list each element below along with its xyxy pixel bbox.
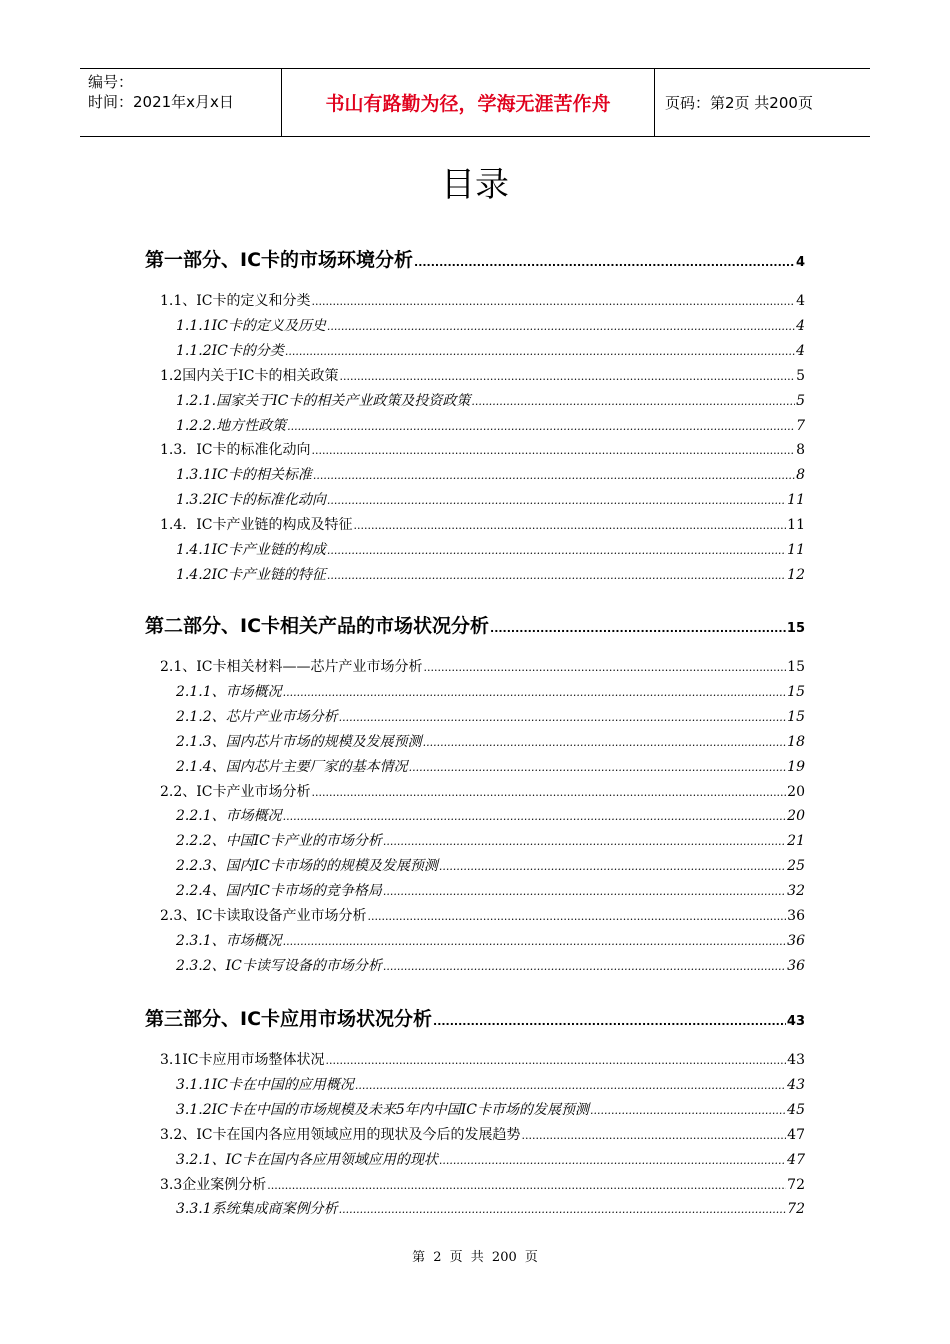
toc-entry-label: 2.2.4、国内IC卡市场的竞争格局	[176, 883, 382, 900]
toc-entry-page: 43	[787, 1052, 805, 1068]
toc-entry[interactable]	[176, 1074, 805, 1094]
toc-entry-page: 25	[787, 858, 805, 875]
toc-leader-dots	[490, 622, 786, 635]
toc-entry[interactable]	[160, 439, 805, 459]
toc-entry-page: 45	[787, 1101, 805, 1118]
toc-entry-label: 1.3．IC卡的标准化动向	[160, 442, 311, 459]
page-header	[80, 68, 870, 137]
toc-entry-label: 2.3.1、市场概况	[176, 932, 282, 949]
toc-entry-label: 3.1.1IC卡在中国的应用概况	[176, 1076, 354, 1093]
toc-entry-label: 2.3.2、IC卡读写设备的市场分析	[176, 957, 382, 974]
toc-leader-dots	[340, 370, 796, 383]
number-label: 编号：	[88, 73, 134, 91]
toc-entry-page: 36	[787, 957, 805, 974]
toc-entry-label: 1.2.2.地方性政策	[176, 417, 287, 434]
toc-entry[interactable]	[160, 781, 805, 801]
toc-entry-page: 15	[787, 708, 805, 725]
toc-entry[interactable]	[176, 1149, 805, 1169]
toc-entry-page: 20	[787, 808, 805, 825]
toc-leader-dots	[312, 444, 796, 457]
toc-entry[interactable]	[176, 880, 805, 900]
toc-entry-label: 2.3、IC卡读取设备产业市场分析	[160, 908, 367, 924]
toc-entry-page: 4	[796, 317, 805, 334]
page-footer: 第 2 页 共 200 页	[412, 1250, 538, 1265]
toc-leader-dots	[439, 1154, 786, 1167]
toc-entry-page: 21	[787, 833, 805, 850]
toc-part-entry[interactable]	[145, 245, 805, 272]
toc-entry-label: 1.4.1IC卡产业链的构成	[176, 542, 326, 558]
toc-leader-dots	[312, 786, 787, 799]
toc-entry[interactable]	[160, 1174, 805, 1194]
toc-leader-dots	[383, 835, 786, 848]
toc-leader-dots	[283, 810, 787, 823]
toc-entry[interactable]	[176, 1198, 805, 1218]
toc-entry-page: 5	[796, 367, 805, 384]
header-meta	[80, 69, 282, 136]
toc-entry[interactable]	[176, 464, 805, 484]
toc-entry-page: 36	[787, 908, 805, 924]
toc-entry-label: 3.3企业案例分析	[160, 1176, 267, 1193]
toc-entry[interactable]	[176, 564, 805, 584]
toc-entry-label: 1.1.1IC卡的定义及历史	[176, 317, 326, 334]
toc-entry-label: 1.1、IC卡的定义和分类	[160, 293, 311, 309]
toc-entry-label: 2.2、IC卡产业市场分析	[160, 783, 311, 800]
toc-entry[interactable]	[176, 415, 805, 435]
toc-leader-dots	[327, 569, 786, 582]
toc-entry-page: 72	[787, 1201, 805, 1218]
toc-leader-dots	[424, 661, 787, 674]
toc-entry[interactable]	[176, 681, 805, 701]
toc-leader-dots	[339, 1203, 787, 1216]
header-page-info: 页码：第2页 共200页	[665, 94, 813, 112]
toc-entry-label: 1.4．IC卡产业链的构成及特征	[160, 517, 353, 534]
toc-leader-dots	[522, 1129, 787, 1142]
toc-entry-page: 15	[787, 683, 805, 700]
toc-entry-label: 第三部分、IC卡应用市场状况分析	[145, 1008, 433, 1030]
toc-entry[interactable]	[176, 731, 805, 751]
toc-entry-label: 1.4.2IC卡产业链的特征	[176, 566, 326, 583]
toc-entry[interactable]	[176, 830, 805, 850]
toc-leader-dots	[283, 686, 787, 699]
toc-entry-label: 1.2.1.国家关于IC卡的相关产业政策及投资政策	[176, 392, 471, 409]
toc-entry-page: 72	[787, 1176, 805, 1193]
toc-leader-dots	[327, 494, 786, 507]
toc-part-entry[interactable]	[145, 1004, 805, 1031]
toc-entry-page: 15	[786, 621, 805, 636]
toc-leader-dots	[327, 320, 795, 333]
toc-entry-label: 3.1.2IC卡在中国的市场规模及未来5年内中国IC卡市场的发展预测	[176, 1101, 590, 1118]
toc-entry[interactable]	[160, 290, 805, 310]
toc-leader-dots	[471, 395, 795, 408]
toc-entry[interactable]	[176, 340, 805, 360]
toc-entry-label: 3.2.1、IC卡在国内各应用领域应用的现状	[176, 1151, 438, 1168]
toc-leader-dots	[283, 935, 787, 948]
toc-entry-page: 47	[787, 1151, 805, 1168]
toc-leader-dots	[355, 1079, 786, 1092]
toc-entry-page: 36	[787, 932, 805, 949]
toc-entry-page: 8	[796, 442, 805, 459]
toc-entry[interactable]	[160, 514, 805, 534]
toc-entry[interactable]	[176, 1099, 805, 1119]
toc-entry-page: 7	[796, 417, 805, 434]
toc-leader-dots	[409, 761, 787, 774]
toc-entry-label: 1.3.2IC卡的标准化动向	[176, 492, 326, 509]
toc-entry-label: 1.3.1IC卡的相关标准	[176, 467, 312, 484]
toc-leader-dots	[327, 544, 786, 557]
toc-entry[interactable]	[176, 390, 805, 410]
toc-entry-label: 2.1.3、国内芯片市场的规模及发展预测	[176, 733, 422, 750]
toc-entry-page: 8	[796, 467, 805, 484]
toc-leader-dots	[368, 910, 787, 923]
toc-leader-dots	[383, 960, 786, 973]
toc-entry[interactable]	[176, 706, 805, 726]
toc-entry-label: 2.2.2、中国IC卡产业的市场分析	[176, 833, 382, 850]
toc-entry-label: 1.2国内关于IC卡的相关政策	[160, 367, 339, 384]
toc-entry-label: 2.1.2、芯片产业市场分析	[176, 708, 338, 725]
toc-entry-page: 43	[787, 1076, 805, 1093]
toc-entry-page: 47	[787, 1126, 805, 1143]
toc-entry-page: 32	[787, 883, 805, 900]
toc-entry-label: 2.1.4、国内芯片主要厂家的基本情况	[176, 758, 408, 775]
toc-entry[interactable]	[176, 955, 805, 975]
toc-entry-page: 19	[787, 758, 805, 775]
toc-entry-label: 2.1.1、市场概况	[176, 683, 282, 700]
toc-entry-page: 4	[796, 342, 805, 359]
toc-entry[interactable]	[176, 315, 805, 335]
toc-entry-page: 4	[795, 255, 805, 270]
toc-leader-dots	[326, 1054, 787, 1067]
toc-entry-page: 11	[787, 492, 805, 509]
toc-entry[interactable]	[176, 539, 805, 559]
toc-entry-page: 11	[787, 517, 805, 534]
toc-leader-dots	[267, 1179, 786, 1192]
toc-entry[interactable]	[176, 756, 805, 776]
toc-entry-page: 11	[787, 542, 805, 558]
toc-entry[interactable]	[176, 489, 805, 509]
toc-entry-page: 12	[787, 566, 805, 583]
toc-entry[interactable]	[160, 365, 805, 385]
toc-entry[interactable]	[176, 805, 805, 825]
toc-part-entry[interactable]	[145, 611, 805, 638]
toc-entry-page: 18	[787, 733, 805, 750]
toc-entry-label: 2.1、IC卡相关材料——芯片产业市场分析	[160, 659, 423, 675]
page-title: 目录	[441, 165, 509, 205]
toc-leader-dots	[354, 519, 787, 532]
time-label: 时间：2021年x月x日	[88, 93, 234, 111]
toc-leader-dots	[285, 345, 795, 358]
toc-leader-dots	[433, 1015, 786, 1028]
toc-entry-label: 第一部分、IC卡的市场环境分析	[145, 249, 414, 271]
toc-entry-label: 3.2、IC卡在国内各应用领域应用的现状及今后的发展趋势	[160, 1126, 521, 1143]
toc-entry-label: 2.2.3、国内IC卡市场的的规模及发展预测	[176, 858, 438, 875]
toc-entry-page: 43	[786, 1014, 805, 1029]
toc-leader-dots	[287, 420, 795, 433]
toc-entry-label: 第二部分、IC卡相关产品的市场状况分析	[145, 615, 490, 637]
toc-leader-dots	[439, 860, 786, 873]
toc-entry[interactable]	[160, 656, 805, 676]
toc-entry-label: 3.1IC卡应用市场整体状况	[160, 1052, 325, 1068]
toc-leader-dots	[414, 256, 795, 269]
toc-entry[interactable]	[160, 905, 805, 925]
toc-entry-page: 4	[796, 293, 805, 309]
toc-leader-dots	[590, 1104, 786, 1117]
toc-leader-dots	[339, 711, 787, 724]
toc-entry[interactable]	[160, 1124, 805, 1144]
toc-leader-dots	[312, 295, 796, 308]
toc-entry[interactable]	[176, 930, 805, 950]
toc-leader-dots	[423, 736, 787, 749]
toc-leader-dots	[313, 469, 795, 482]
toc-entry[interactable]	[160, 1049, 805, 1069]
toc-leader-dots	[383, 885, 786, 898]
toc-entry-page: 15	[787, 659, 805, 675]
toc-entry-page: 20	[787, 783, 805, 800]
toc-entry[interactable]	[176, 855, 805, 875]
toc-entry-label: 2.2.1、市场概况	[176, 808, 282, 825]
header-motto: 书山有路勤为径，学海无涯苦作舟	[282, 69, 655, 136]
toc-entry-page: 5	[796, 392, 805, 409]
toc-entry-label: 1.1.2IC卡的分类	[176, 342, 284, 359]
toc-entry-label: 3.3.1系统集成商案例分析	[176, 1201, 338, 1218]
